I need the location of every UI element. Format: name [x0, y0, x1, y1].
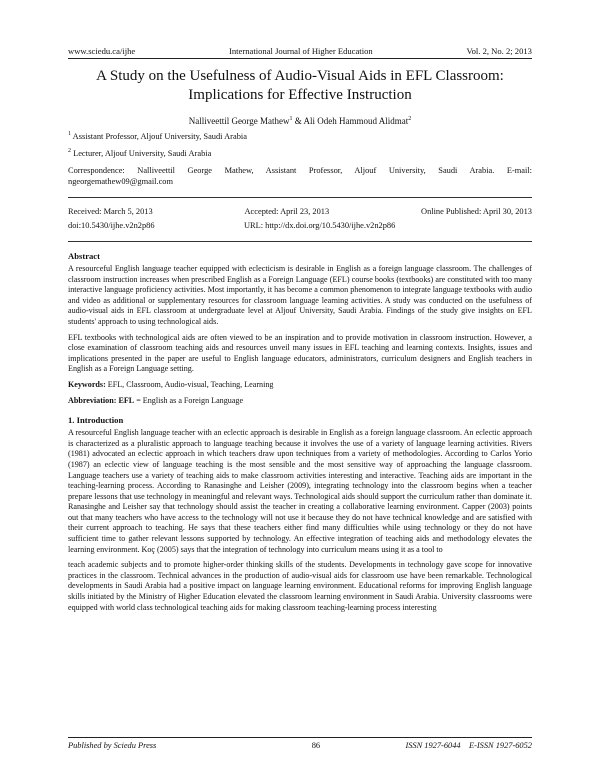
affiliation-1-sup: 1	[68, 131, 71, 138]
abbreviation-label: Abbreviation: EFL	[68, 395, 135, 405]
page-number: 86	[311, 741, 321, 750]
footer-issn: ISSN 1927-6044	[405, 741, 461, 750]
introduction-heading: 1. Introduction	[68, 415, 124, 426]
doi-url[interactable]: URL: http://dx.doi.org/10.5430/ijhe.v2n2p86	[244, 221, 396, 230]
date-accepted: Accepted: April 23, 2013	[244, 207, 330, 216]
title-line-1: A Study on the Usefulness of Audio-Visual Aids in EFL Classroom:	[96, 68, 504, 84]
header-journal-name: International Journal of Higher Education	[229, 46, 373, 56]
author-2-sup: 2	[408, 116, 412, 122]
abstract-heading: Abstract	[68, 251, 100, 261]
affiliation-2	[68, 148, 532, 159]
running-header	[68, 42, 532, 56]
header-rule	[68, 58, 532, 59]
date-published: Online Published: April 30, 2013	[421, 207, 532, 216]
page-footer	[68, 741, 532, 750]
author-1: Nalliveettil George Mathew	[188, 116, 290, 126]
affiliation-2-text: Lecturer, Aljouf University, Saudi Arabia	[73, 149, 212, 158]
abstract-paragraph-1: A resourceful English language teacher equipped with eclecticism is desirable in English as a foreign language classroom. The challenges of classroom instruction increases when prescribed English as a Foreign Language (EFL) course books (textbooks) are constituted with too many interactive language proficiency activities. Most importantly, it has become a common phenomenon to integrate language textbooks with audio and video as additional or supplementary resources for classroom language learning activities. A study was conducted on the usefulness of audio-visual aids in EFL classroom at undergraduate level at Aljouf University, Saudi Arabia. Findings of the study give insights on EFL students' approach to using technological aids.	[68, 264, 532, 326]
footer-issn-group	[405, 741, 532, 750]
header-journal-url: www.sciedu.ca/ijhe	[68, 46, 136, 56]
header-volume: Vol. 2, No. 2; 2013	[466, 46, 532, 56]
footer-publisher: Published by Sciedu Press	[68, 741, 157, 750]
abbreviation-text: = English as a Foreign Language	[134, 395, 244, 405]
introduction-paragraph-2: teach academic subjects and to promote higher-order thinking skills of the students. Developments in technology gave scope for innovative practices in the classroom. Technical advances in the production of audio-visual aids for classroom use have been remarkable. Technological developments in Saudi Arabia had a positive impact on language learning environment. Educational reforms for improving English language skills initiated by the Ministry of Higher Education elevated the classroom learning environment in Saudi Arabia. University classrooms were equipped with world class technological teaching aids for making classroom teaching-learning process interesting	[68, 560, 532, 612]
author-separator: &	[292, 116, 304, 126]
footer-rule	[68, 737, 532, 738]
affiliation-2-sup: 2	[68, 148, 71, 155]
introduction-paragraph-1: A resourceful English language teacher with an eclectic approach is desirable in English as a foreign language classroom. An eclectic approach is characterized as a pluralistic approach to language teaching because it involves the use of a variety of language learning activities. Rivers (1981) advocated an eclectic approach in which teachers draw upon techniques from a variety of methodologies. According to Carlos Yorio (1987) an eclectic view of language teaching is the most sensible and the most sensitive way of approaching the language classroom. Language teachers use a variety of teaching aids to make classroom activities interesting and interactive. Teaching aids are important in the teaching-learning process. According to Ranasinghe and Leisher (2009), integrating technology into the classroom begins when a teacher prepare lessons that use technology in meaningful and relevant ways. Technological aids should support the curriculum rather than dominate it. Ranasinghe and Leisher say that technology should assist the teacher in creating a collaborative learning environment. Capper (2003) points out that many teachers who have access to the technology will not use it because they do not have technical knowledge and are satisfied with their current approach to teaching. He says that these teachers either find many difficulties while using technology or they do not have sufficient time to gather relevant lessons supported by technology. An effective integration of teaching aids and methodology elevates the learning environment. Koç (2005) says that the integration of technology into curriculum means using it as a tool to	[68, 428, 532, 554]
publication-dates	[68, 206, 532, 217]
doi-line	[68, 220, 532, 231]
paper-title	[68, 67, 532, 105]
author-2: Ali Odeh Hammoud Alidmat	[303, 116, 409, 126]
footer-eissn: E-ISSN 1927-6052	[468, 741, 532, 750]
abstract-rule	[68, 241, 532, 242]
title-line-2: Implications for Effective Instruction	[188, 87, 412, 103]
author-line	[68, 115, 532, 127]
article-content	[68, 63, 532, 613]
keywords-text: EFL, Classroom, Audio-visual, Teaching, Learning	[105, 379, 274, 389]
keywords-line	[68, 380, 532, 391]
doi: doi:10.5430/ijhe.v2n2p86	[68, 221, 155, 230]
correspondence: Correspondence: Nalliveettil George Mathew, Assistant Professor, Aljouf University, Saudi Arabia. E-mail: ngeorgemathew09@gmail.com	[68, 166, 532, 186]
abbreviation-line	[68, 396, 532, 407]
metadata-rule	[68, 197, 532, 198]
date-received: Received: March 5, 2013	[68, 207, 153, 216]
affiliation-1-text: Assistant Professor, Aljouf University, Saudi Arabia	[72, 132, 247, 141]
author-1-sup: 1	[289, 116, 293, 122]
abstract-paragraph-2: EFL textbooks with technological aids are often viewed to be an inspiration and to provide motivation in classroom instruction. However, a close examination of classroom teaching aids and resources unveil many issues in EFL teaching and learning contexts. Insights, issues and implications presented in the paper are useful to English language educators, administrators, curriculum designers and English teachers in English as a Foreign Language setting.	[68, 332, 532, 374]
keywords-label: Keywords:	[68, 379, 106, 389]
affiliation-1	[68, 131, 532, 142]
